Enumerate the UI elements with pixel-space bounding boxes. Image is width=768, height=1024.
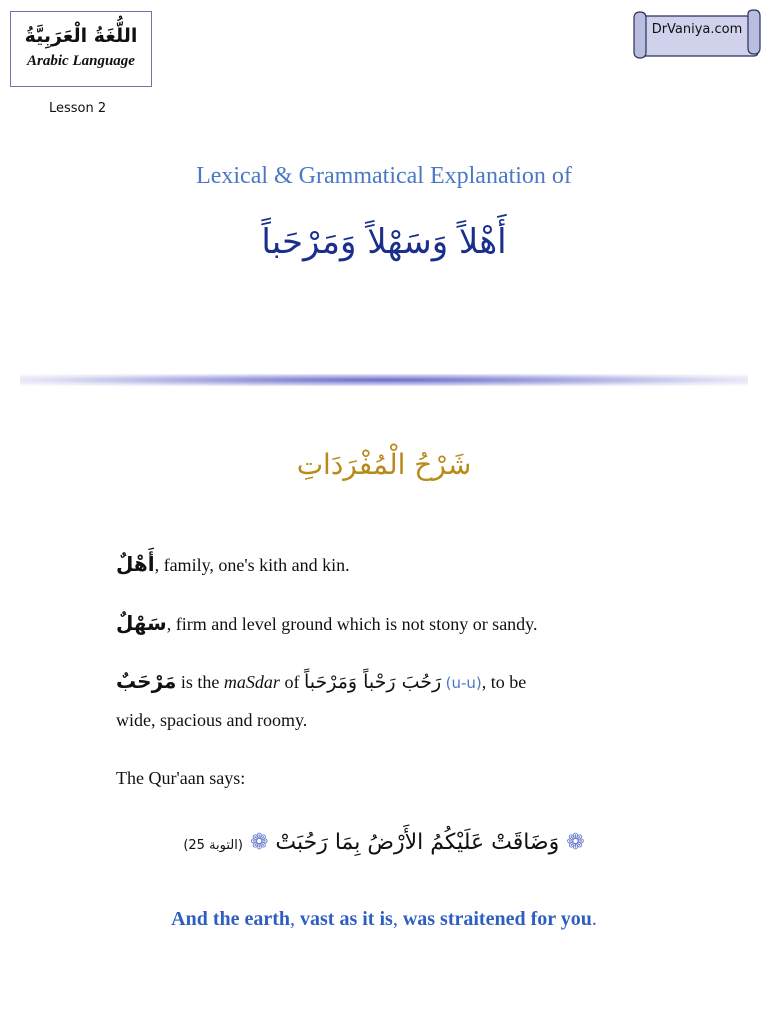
entry-separator: , [166, 614, 176, 634]
entry-marhab [116, 669, 526, 693]
translation-part: was straitened for you [402, 908, 592, 930]
translation-period: . [591, 908, 597, 930]
entry-text: firm and level ground which is not stony or sandy. [175, 614, 538, 634]
logo-english: Arabic Language [27, 53, 135, 69]
entry-text: of [279, 672, 304, 692]
translation-part: And the earth [171, 908, 291, 930]
quran-intro: The Qur'aan says: [116, 768, 246, 788]
entry-separator: , [154, 555, 164, 575]
quran-verse: وَضَاقَتْ عَلَيْكُمُ الأَرْضُ بِمَا رَحُبَتْ [275, 830, 560, 855]
verse-translation [0, 908, 768, 931]
section-heading: شَرْحُ الْمُفْرَدَاتِ [296, 448, 472, 481]
entry-text: , to be [481, 672, 527, 692]
ornament-icon: ❁ [566, 830, 585, 855]
translation-comma: , [290, 908, 301, 930]
site-link[interactable]: DrVaniya.com [651, 22, 743, 37]
entry-word: أَهْلٌ [116, 552, 155, 576]
verse-reference: (التوبة 25) [183, 838, 243, 853]
entry-sahl [116, 611, 538, 635]
entry-text: family, one's kith and kin. [163, 555, 350, 575]
translation-part: vast as it is [300, 908, 393, 930]
translation-comma: , [392, 908, 403, 930]
entry-italic: maSdar [223, 672, 280, 692]
entry-word: مَرْحَبٌ [116, 669, 177, 693]
ornament-icon: ❁ [249, 830, 269, 855]
arabic-forms: رَحُبَ رَحْباً وَمَرْحَباً [303, 671, 442, 693]
arabic-title: أَهْلاً وَسَهْلاً وَمَرْحَباً [261, 222, 507, 262]
entry-text: is the [176, 672, 224, 692]
entry-ahl [116, 552, 350, 576]
entry-word: سَهْلٌ [116, 611, 167, 635]
logo-box [10, 11, 152, 87]
site-banner[interactable] [630, 8, 764, 62]
page-title: Lexical & Grammatical Explanation of [196, 163, 572, 189]
entry-marhab-line2: wide, spacious and roomy. [116, 710, 308, 730]
lesson-label: Lesson 2 [49, 101, 107, 116]
pattern: (u-u) [445, 674, 482, 692]
quran-verse-line [0, 830, 768, 855]
logo-arabic: اللُّغَةُ الْعَرَبِيَّةُ [24, 25, 138, 47]
divider [20, 374, 748, 386]
